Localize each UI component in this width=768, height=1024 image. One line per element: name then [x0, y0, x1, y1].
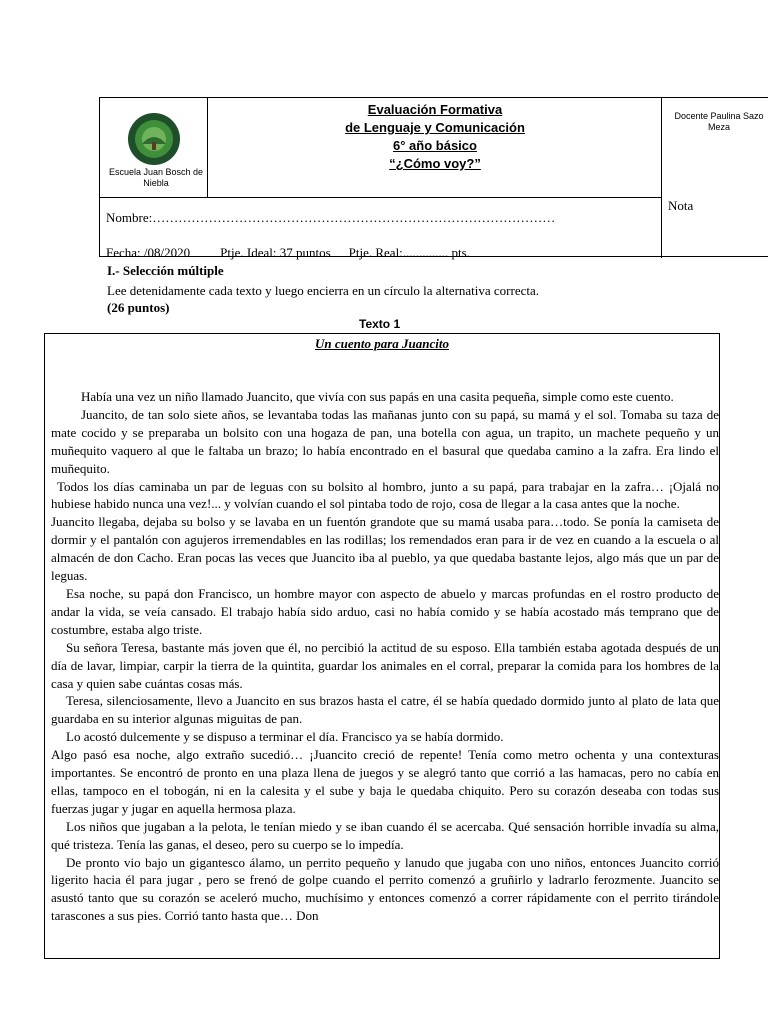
- story-title: Un cuento para Juancito: [315, 336, 449, 351]
- fecha-field[interactable]: Fecha: /08/2020: [106, 245, 191, 260]
- header-table: [99, 97, 768, 260]
- story-text: [51, 388, 719, 925]
- story-paragraph: Lo acostó dulcemente y se dispuso a terminar el día. Francisco ya se había dormido.: [66, 729, 504, 745]
- title-line: 6° año básico: [393, 138, 477, 153]
- instruction-text: Lee detenidamente cada texto y luego encierra en un círculo la alternativa correcta.: [107, 283, 540, 298]
- teacher-name: Docente Paulina Sazo Meza: [674, 111, 764, 132]
- evaluation-title: [210, 101, 660, 173]
- divider: [100, 197, 662, 198]
- section-title: I.- Selección múltiple: [107, 263, 224, 278]
- nota-label: Nota: [668, 198, 694, 213]
- story-paragraph: De pronto vio bajo un gigantesco álamo, un perrito pequeño y lanudo que jugaba con uno niños, entonces Juancito corrió ligerito hacia él para jugar , pero se frenó de golpe cuando el perrito comenzó a gruñirlo y ladrarlo ferozmente. Juancito se asustó tanto que su corazón se aceleró mucho, muchísimo y entonces comenzó a correr rápidamente con el perrito tirándole tarascones a sus pies. Corrió tanto hasta que… Don: [51, 854, 719, 924]
- story-paragraph: Teresa, silenciosamente, llevo a Juancito en sus brazos hasta el catre, él se había quedado dormido junto al plato de lata que guardaba en su interior algunas miguitas de pan.: [51, 693, 719, 727]
- info-row: [106, 245, 470, 261]
- story-paragraph: Había una vez un niño llamado Juancito, que vivía con sus papás en una casita pequeña, simple como este cuento.: [81, 389, 674, 404]
- title-line: “¿Cómo voy?”: [389, 156, 481, 171]
- texto-label: Texto 1: [359, 317, 401, 331]
- title-line: de Lenguaje y Comunicación: [345, 120, 525, 135]
- points-label: (26 puntos): [107, 300, 170, 315]
- story-paragraph: Juancito, de tan solo siete años, se levantaba todas las mañanas junto con su papá, su mamá y el sol. Tomaba su taza de mate cocido y se preparaba un bolsito con una hogaza de pan, una botella con agua, un trapito, un machete pequeño y un muñequito vaquero al que le faltaba un brazo; lo había encontrado en el basural que quedaba camino a la zafra. Era lindo el muñequito.: [51, 406, 719, 476]
- story-paragraph: Los niños que jugaban a la pelota, le tenían miedo y se iban cuando él se acercaba. Qué sensación horrible invadía su alma, qué tristeza. Tenía las ganas, el deseo, pero su cuerpo se lo impedía.: [51, 818, 719, 852]
- ptje-real-field[interactable]: Ptje. Real:.............. pts.: [348, 245, 470, 260]
- story-paragraph: Todos los días caminaba un par de leguas con su bolsito al hombro, junto a su papá, para trabajar en la zafra… ¡Ojalá no hubiese habido nunca una vez!... y volvían cuando el sol pintaba todo de rojo, cosa de llegar a la casa antes que la noche.: [51, 478, 719, 512]
- title-line: Evaluación Formativa: [367, 102, 503, 117]
- story-paragraph: Esa noche, su papá don Francisco, un hombre mayor con aspecto de abuelo y marcas profundas en el rostro producto de andar la vida, se veía cansado. El trabajo había sido arduo, casi no había comido y se había acostado más temprano que de costumbre, estaba algo triste.: [51, 585, 719, 637]
- divider: [661, 98, 662, 258]
- nombre-field[interactable]: Nombre:…………………………………………………………………………………: [106, 210, 556, 225]
- school-logo: [127, 112, 181, 166]
- ptje-ideal: Ptje. Ideal: 37 puntos: [220, 245, 331, 260]
- story-box: [44, 333, 720, 959]
- story-paragraph: Su señora Teresa, bastante más joven que él, no percibió la actitud de su esposo. Ella también estaba agotada después de un día de lavar, limpiar, carpir la tierra de la quintita, guardar los animales en el corral, preparar la comida para los hombres de la casa y quien sabe cuántas cosas más.: [51, 639, 719, 691]
- story-paragraph: Juancito llegaba, dejaba su bolso y se lavaba en un fuentón grandote que su mamá usaba para…todo. Se ponía la camiseta de dormir y el pantalón con agujeros irremendables en las rodillas; los remendados eran para ir de vez en cuando a la escuela o al almacén de don Cacho. Eran pocas las veces que Juancito iba al pueblo, ya que quedaba bastante lejos, algo más que un par de leguas.: [51, 514, 719, 584]
- story-paragraph: Algo pasó esa noche, algo extraño sucedió… ¡Juancito creció de repente! Tenía como metro ochenta y una contexturas importantes. Se encontró de pronto en una plaza llena de juegos y se alegró tanto que corrió a las hamacas, pero no cabía en ellas, tampoco en el tobogán, ni en la calesita y el sube y baja le quedaba chiquito. Pero su corazón deseaba con todas sus fuerzas jugar y jugar en aquella hermosa plaza.: [51, 747, 719, 816]
- divider: [207, 98, 208, 197]
- school-name: Escuela Juan Bosch de Niebla: [108, 167, 204, 188]
